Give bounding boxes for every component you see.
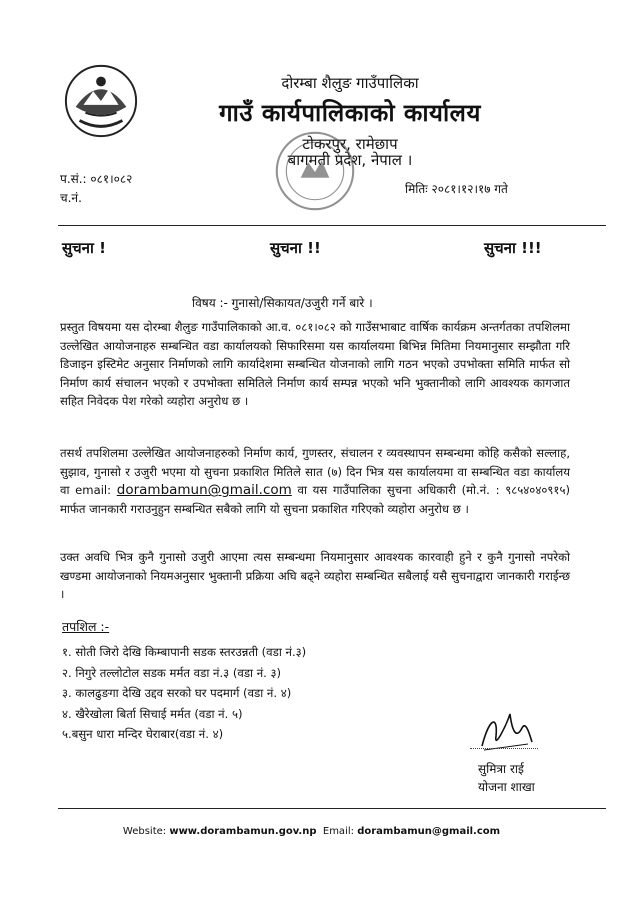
body-paragraph-2-text-b: वा यस गाउँपालिका सुचना अधिकारी (मो.नं. : ९८५४०४०९१५) मार्फत जानकारी गराउनुहुन सम्बन्धित सबैको लागि यो सुचना प्रकाशित गरिएको व्यहोरा अनुरोध छ । (60, 483, 571, 516)
signature-line (470, 748, 538, 749)
project-list (62, 642, 306, 745)
signatory-department: योजना शाखा (478, 780, 535, 794)
dispatch-number: च.नं. (60, 191, 82, 205)
letter-subject: विषय :- गुनासो/सिकायत/उजुरी गर्ने बारे । (192, 296, 373, 310)
nepal-emblem-icon (62, 62, 140, 140)
body-paragraph-2-text-a: तसर्थ तपशिलमा उल्लेखित आयोजनाहरुको निर्माण कार्य, गुणस्तर, संचालन र व्यवस्थापन सम्बन्धमा कोहि कसैको सल्लाह, सुझाव, गुनासो र उजुरी भएमा यो सुचना प्रकाशित मितिले सात (७) दिन भित्र यस कार्यालयमा वा सम्बन्धित वडा कार्यालय वा email: (60, 446, 570, 498)
footer-email-label: Email: (322, 826, 354, 837)
body-paragraph-3: उक्त अवधि भित्र कुनै गुनासो उजुरी आएमा त्यस सम्बन्धमा नियमानुसार आवश्यक कारवाही हुने र कुनै गुनासो नपरेको खण्डमा आयोजनाको नियमअनुसार भुक्तानी प्रक्रिया अघि बढ्ने व्यहोरा सम्बन्धित सबैलाई यसै सुचनाद्वारा जानकारी गराईन्छ । (60, 550, 570, 602)
footer-email[interactable]: dorambamun@gmail.com (357, 826, 501, 837)
notice-heading-left: सुचना ! (62, 239, 106, 257)
schedule-heading: तपशिल :- (62, 619, 110, 634)
header-divider (58, 225, 606, 226)
notice-heading-right: सुचना !!! (484, 239, 542, 257)
contact-email-link[interactable]: dorambamun@gmail.com (116, 482, 292, 499)
office-province: बागमती प्रदेश, नेपाल । (287, 151, 413, 169)
footer-divider (58, 808, 606, 809)
list-item: ५.बसुन धारा मन्दिर घेराबार(वडा नं. ४) (62, 727, 224, 741)
list-item: ४. खैरेखोला बिर्ता सिचाई मर्मत (वडा नं. ५) (62, 706, 243, 721)
body-paragraph-2 (60, 444, 570, 518)
footer (0, 826, 623, 837)
signatory-name: सुमित्रा राई (478, 762, 524, 776)
signature-icon (476, 706, 536, 754)
office-stamp-icon (272, 128, 358, 214)
notice-heading-center: सुचना !! (270, 239, 321, 257)
org-name: दोरम्बा शैलुङ गाउँपालिका (281, 74, 419, 92)
footer-website-label: Website: (122, 826, 167, 837)
footer-website[interactable]: www.dorambamun.gov.np (169, 826, 317, 837)
list-item: १. सोती जिरो देखि किम्बापानी सडक स्तरउन्नती (वडा नं.३) (62, 645, 307, 659)
office-address: टोकरपुर, रामेछाप (302, 135, 398, 153)
reference-number: प.सं.: ०८१।०८२ (60, 172, 133, 186)
letter-date: मितिः २०८१।१२।१७ गते (405, 182, 508, 196)
list-item: ३. कालढुङगा देखि उद्दव सरको घर पदमार्ग (वडा नं. ४) (62, 686, 292, 700)
office-title: गाउँ कार्यपालिकाको कार्यालय (219, 99, 481, 127)
body-paragraph-1: प्रस्तुत विषयमा यस दोरम्बा शैलुङ गाउँपालिकाको आ.व. ०८१।०८२ को गाउँसभाबाट वार्षिक कार्यक्रम अन्तर्गतका तपशिलमा उल्लेखित आयोजनाहरु सम्बन्धित वडा कार्यालयको सिफारिसमा यस कार्यालयमा बिभिन्न मितिमा नियमानुसार सम्झौता गरि डिजाइन इस्टिमेट अनुसार निर्माणको लागि कार्यादेशमा सम्बन्धित योजनाको लागि गठन भएको उपभोक्ता समिति मार्फत सो निर्माण कार्य संचालन भएको र उपभोक्ता समितिले निर्माण कार्य सम्पन्न भएको भनि भुक्तानीको लागि आवश्यक कागजात सहित निवेदक पेश गरेको व्यहोरा अनुरोध छ । (60, 320, 570, 409)
list-item: २. निगुरे तल्लोटोल सडक मर्मत वडा नं.३ (वडा नं. ३) (62, 665, 282, 680)
